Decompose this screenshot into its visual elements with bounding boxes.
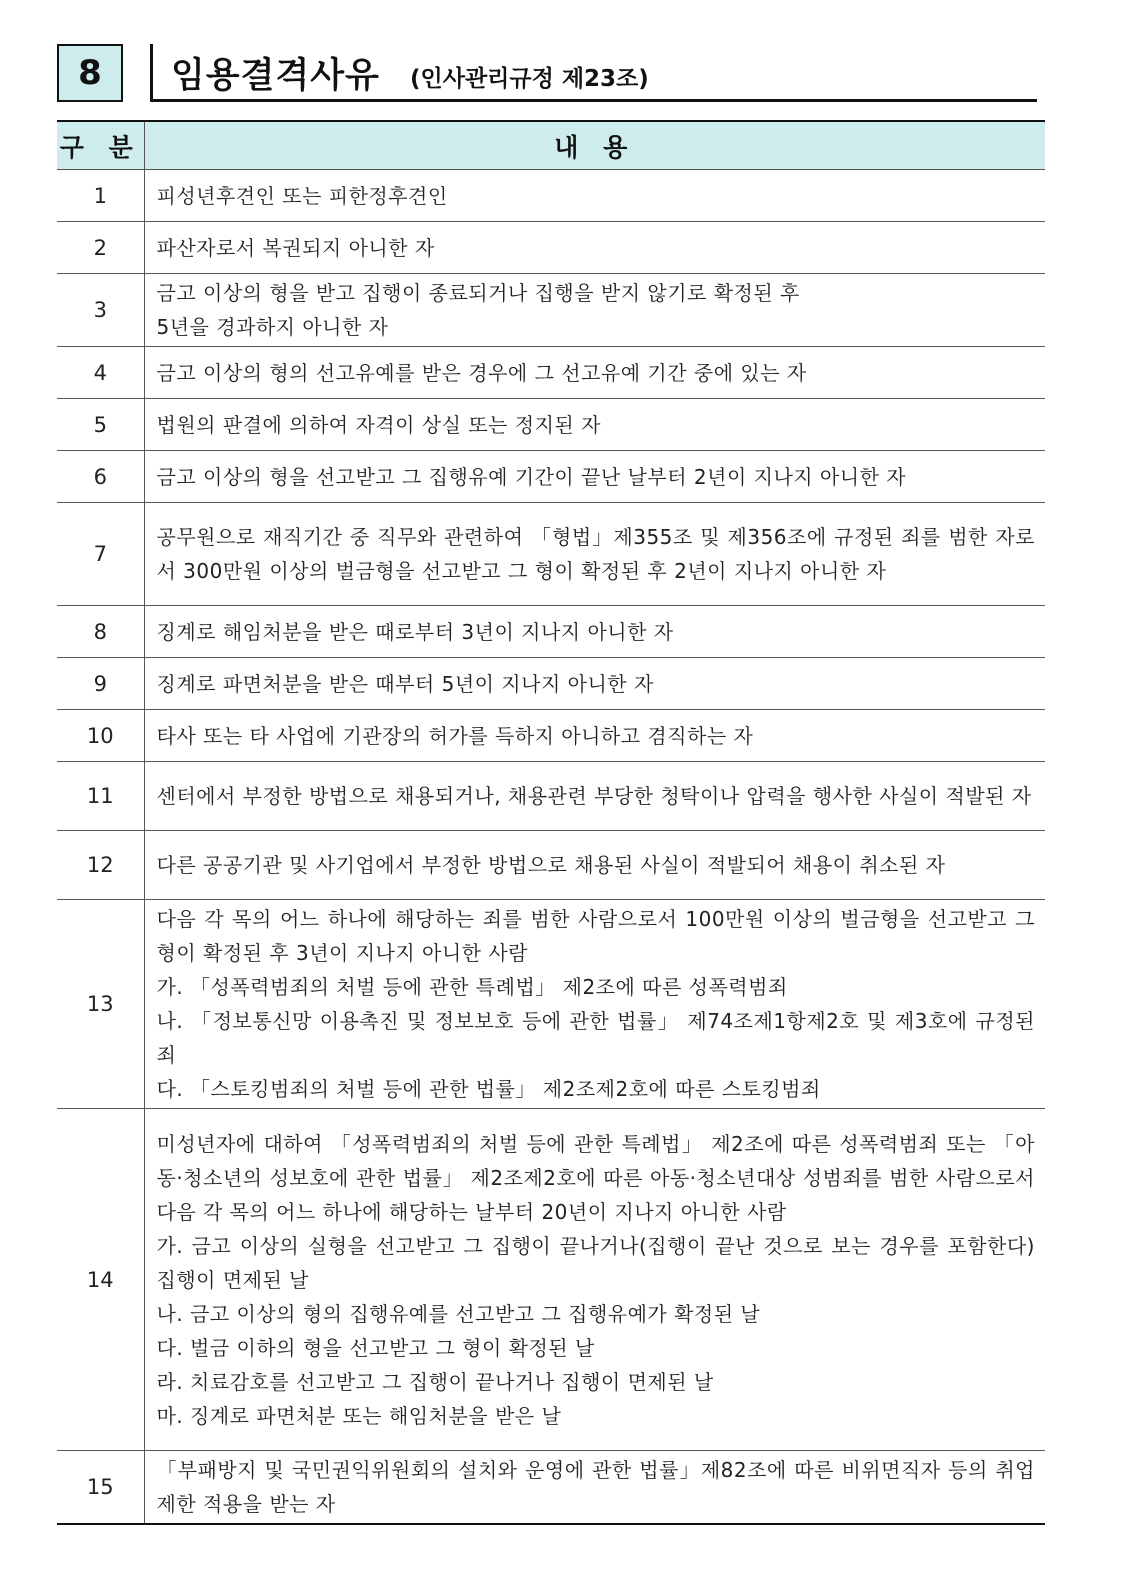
content-line: 징계로 해임처분을 받은 때로부터 3년이 지나지 아니한 자: [156, 619, 674, 644]
content-line: 금고 이상의 형을 선고받고 그 집행유예 기간이 끝난 날부터 2년이 지나지 아니한 자: [156, 464, 907, 489]
content-line: 다. 벌금 이하의 형을 선고받고 그 형이 확정된 날: [156, 1335, 595, 1360]
table-row: [57, 274, 1045, 347]
table-row: [57, 658, 1045, 710]
table-row: [57, 710, 1045, 762]
row-content: [144, 1451, 1045, 1525]
row-number: 14: [57, 1109, 144, 1451]
table-body: [57, 170, 1045, 1525]
row-content: [144, 274, 1045, 347]
content-line: 가. 금고 이상의 실형을 선고받고 그 집행이 끝나거나(집행이 끝난 것으로 보는 경우를 포함한다) 집행이 면제된 날: [156, 1233, 1035, 1292]
row-content: [144, 451, 1045, 503]
content-line: 다. 「스토킹범죄의 처벌 등에 관한 법률」 제2조제2호에 따른 스토킹범죄: [156, 1077, 821, 1101]
row-number: 2: [57, 222, 144, 274]
content-line: 센터에서 부정한 방법으로 채용되거나, 채용관련 부당한 청탁이나 압력을 행사한 사실이 적발된 자: [156, 784, 1032, 808]
disqualification-table: [57, 120, 1045, 1525]
table-row: [57, 503, 1045, 606]
content-line: 5년을 경과하지 아니한 자: [156, 315, 389, 339]
content-line: 징계로 파면처분을 받은 때부터 5년이 지나지 아니한 자: [156, 671, 654, 696]
content-line: 마. 징계로 파면처분 또는 해임처분을 받은 날: [156, 1403, 562, 1428]
row-content: [144, 762, 1045, 831]
title-bar: [150, 44, 1037, 102]
row-content: [144, 503, 1045, 606]
content-line: 공무원으로 재직기간 중 직무와 관련하여 「형법」제355조 및 제356조에 규정된 죄를 범한 자로서 300만원 이상의 벌금형을 선고받고 그 형이 확정된 후 2년이 지나지 아니한 자: [156, 525, 1035, 583]
row-content: [144, 658, 1045, 710]
content-line: 파산자로서 복권되지 아니한 자: [156, 235, 435, 260]
section-header: [57, 44, 1037, 106]
table-row: [57, 1109, 1045, 1451]
content-line: 나. 「정보통신망 이용촉진 및 정보보호 등에 관한 법률」 제74조제1항제2호 및 제3호에 규정된 죄: [156, 1009, 1035, 1067]
content-line: 피성년후견인 또는 피한정후견인: [156, 183, 448, 208]
row-number: 12: [57, 831, 144, 900]
row-content: [144, 1109, 1045, 1451]
row-number: 3: [57, 274, 144, 347]
row-number: 15: [57, 1451, 144, 1525]
table-row: [57, 900, 1045, 1109]
row-content: [144, 606, 1045, 658]
row-content: [144, 399, 1045, 451]
row-number: 13: [57, 900, 144, 1109]
row-number: 6: [57, 451, 144, 503]
content-line: 나. 금고 이상의 형의 집행유예를 선고받고 그 집행유예가 확정된 날: [156, 1301, 761, 1326]
content-line: 「부패방지 및 국민권익위원회의 설치와 운영에 관한 법률」제82조에 따른 비위면직자 등의 취업제한 적용을 받는 자: [156, 1458, 1035, 1516]
row-content: [144, 710, 1045, 762]
page-subtitle: (인사관리규정 제23조): [410, 66, 649, 92]
table-row: [57, 831, 1045, 900]
table-row: [57, 399, 1045, 451]
row-content: [144, 222, 1045, 274]
table-row: [57, 170, 1045, 222]
content-line: 가. 「성폭력범죄의 처벌 등에 관한 특례법」 제2조에 따른 성폭력범죄: [156, 975, 788, 999]
table-row: [57, 451, 1045, 503]
row-content: [144, 900, 1045, 1109]
content-line: 법원의 판결에 의하여 자격이 상실 또는 정지된 자: [156, 412, 601, 437]
content-line: 다음 각 목의 어느 하나에 해당하는 죄를 범한 사람으로서 100만원 이상의 벌금형을 선고받고 그 형이 확정된 후 3년이 지나지 아니한 사람: [156, 907, 1035, 965]
row-number: 1: [57, 170, 144, 222]
content-line: 금고 이상의 형을 받고 집행이 종료되거나 집행을 받지 않기로 확정된 후: [156, 281, 800, 305]
content-line: 다른 공공기관 및 사기업에서 부정한 방법으로 채용된 사실이 적발되어 채용이 취소된 자: [156, 853, 946, 877]
row-number: 11: [57, 762, 144, 831]
page-title: 임용결격사유: [171, 56, 380, 96]
row-content: [144, 170, 1045, 222]
table-row: [57, 606, 1045, 658]
section-number-badge: 8: [57, 44, 123, 102]
row-number: 10: [57, 710, 144, 762]
content-line: 금고 이상의 형의 선고유예를 받은 경우에 그 선고유예 기간 중에 있는 자: [156, 360, 807, 385]
row-number: 5: [57, 399, 144, 451]
content-line: 타사 또는 타 사업에 기관장의 허가를 득하지 아니하고 겸직하는 자: [156, 723, 754, 748]
row-number: 4: [57, 347, 144, 399]
row-content: [144, 831, 1045, 900]
row-number: 8: [57, 606, 144, 658]
table-header-row: [57, 121, 1045, 170]
column-header-category: 구 분: [57, 121, 144, 170]
table-row: [57, 762, 1045, 831]
row-content: [144, 347, 1045, 399]
column-header-content: 내 용: [144, 121, 1045, 170]
content-line: 라. 치료감호를 선고받고 그 집행이 끝나거나 집행이 면제된 날: [156, 1369, 714, 1394]
table-row: [57, 1451, 1045, 1525]
row-number: 9: [57, 658, 144, 710]
content-line: 미성년자에 대하여 「성폭력범죄의 처벌 등에 관한 특례법」 제2조에 따른 성폭력범죄 또는 「아동·청소년의 성보호에 관한 법률」 제2조제2호에 따른 아동·청소년대상 성범죄를 범한 사람으로서 다음 각 목의 어느 하나에 해당하는 날부터 20년이 지나지 아니한 사람: [156, 1131, 1035, 1224]
table-row: [57, 222, 1045, 274]
row-number: 7: [57, 503, 144, 606]
table-row: [57, 347, 1045, 399]
